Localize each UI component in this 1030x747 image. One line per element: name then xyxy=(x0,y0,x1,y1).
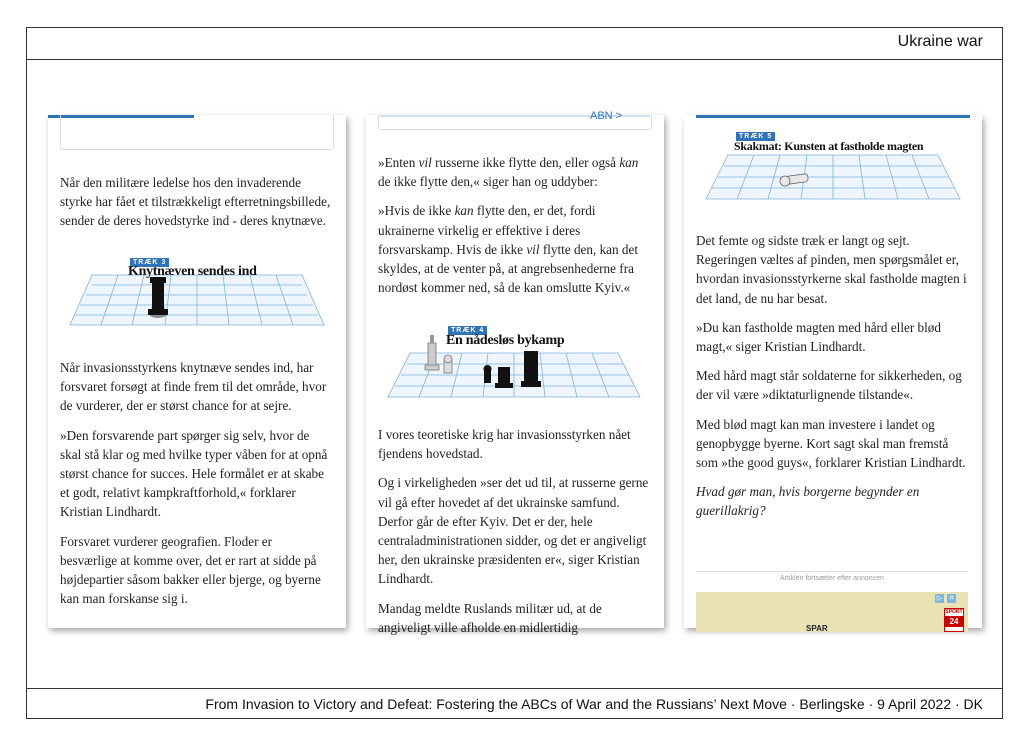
ad-banner[interactable] xyxy=(696,592,968,632)
article-card-2 xyxy=(366,110,664,635)
card-2-text-bottom xyxy=(378,425,650,647)
illustration-title: En nådesløs bykamp xyxy=(446,333,565,348)
paragraph: Når den militære ledelse hos den invaderende styrke har fået et tilstrækkeligt efterretningsbillede, sender de deres hovedstyrke ind - deres knytnæve. xyxy=(60,175,331,229)
paragraph: Med blød magt kan man investere i landet og genopbygge byerne. Kort sagt skal man fremstå som »the good guys«, forklarer Kristian Lindhardt. xyxy=(696,416,966,471)
card-accent-bar xyxy=(696,115,970,118)
paragraph: »Hvis de ikke kan flytte den, er det, fordi ukrainerne virkelig er effektive i deres forsvarskamp. Hvis de ikke vil flytte den, kan det skyldes, at de venter på, at angrebsenhederne fra nordøst kommer ned, så de kan omslutte Kyiv.« xyxy=(378,203,639,296)
article-card-3 xyxy=(684,115,982,633)
abn-link[interactable]: ABN > xyxy=(590,110,623,122)
chess-illustration-move-5 xyxy=(702,131,964,203)
paragraph: Det femte og sidste træk er langt og sejt. Regeringen væltes af pinden, men spørgsmålet er, hvordan invasionsstyrkerne skal fastholde magten i det land, de nu har besat. xyxy=(696,233,967,306)
card-1-text-top xyxy=(60,173,332,241)
move-tag: TRÆK 3 xyxy=(130,258,169,267)
paragraph: Og i virkeligheden »ser det ud til, at russerne gerne vil gå efter hovedet af det ukrainske samfund. Derfor går de efter Kyiv. Det er der, hele centraladministrationen sidder, og det er angiveligt her, den ukrainske præsidenten er«, siger Kristian Lindhardt. xyxy=(378,475,649,587)
paragraph: »Enten vil russerne ikke flytte den, eller også kan de ikke flytte den,« siger han og uddyber: xyxy=(378,155,639,190)
footer-bar xyxy=(26,688,1003,719)
move-tag: TRÆK 5 xyxy=(736,132,775,141)
header-title: Ukraine war xyxy=(897,33,983,50)
illustration-title: Knytnæven sendes ind xyxy=(128,264,257,279)
card-3-text xyxy=(696,231,968,531)
adchoices-icon[interactable]: ▷ xyxy=(936,595,943,602)
ad-close-icon[interactable]: ✕ xyxy=(948,595,955,602)
card-2-text-top xyxy=(378,153,650,307)
paragraph: Med hård magt står soldaterne for sikkerheden, og der vil være »diktaturlignende tilstande«. xyxy=(696,368,962,403)
illustration-title: Skakmat: Kunsten at fastholde magten xyxy=(734,139,924,153)
paragraph: I vores teoretiske krig har invasionsstyrken nået fjendens hovedstad. xyxy=(378,427,631,462)
chess-illustration-move-4 xyxy=(386,325,642,400)
chess-illustration-move-3 xyxy=(66,255,328,330)
paragraph: Forsvaret vurderer geografien. Floder er besværlige at komme over, det er rart at sidde på højdepartier såsom bakker eller bjerge, og byerne kan man forskanse sig i. xyxy=(60,533,321,607)
paragraph: Når invasionsstyrkens knytnæve sendes ind, har forsvaret forsøgt at finde frem til det område, hvor de vurderer, der er størst chance for at sejre. xyxy=(60,360,327,414)
article-card-1 xyxy=(48,115,346,628)
sport24-logo: SPORT 24 xyxy=(944,608,964,632)
paragraph: »Du kan fastholde magten med hård eller blød magt,« siger Kristian Lindhardt. xyxy=(696,319,941,355)
footer-caption: From Invasion to Victory and Defeat: Fostering the ABCs of War and the Russians’ Next Move · Berlingske · 9 April 2022 · DK xyxy=(205,696,983,712)
advertisement xyxy=(696,571,968,633)
paragraph: »Den forsvarende part spørger sig selv, hvor de skal stå klar og med hvilke typer våben for at opnå størst chance for succes. Hele formålet er at skabe et godt, relativt kampkraftforhold,« forklarer Kristian Lindhardt. xyxy=(60,427,328,520)
move-tag: TRÆK 4 xyxy=(448,326,487,335)
ad-label: Artiklen fortsætter efter annoncen xyxy=(780,575,884,582)
embedded-box-edge xyxy=(60,115,334,150)
paragraph: Mandag meldte Ruslands militær ud, at de angiveligt ville afholde en midlertidig xyxy=(378,600,602,635)
card-1-text-bottom xyxy=(60,358,332,618)
ad-partial-text: SPAR xyxy=(806,624,828,633)
paragraph: Hvad gør man, hvis borgerne begynder en guerillakrig? xyxy=(696,484,920,519)
header-bar xyxy=(26,27,1003,60)
